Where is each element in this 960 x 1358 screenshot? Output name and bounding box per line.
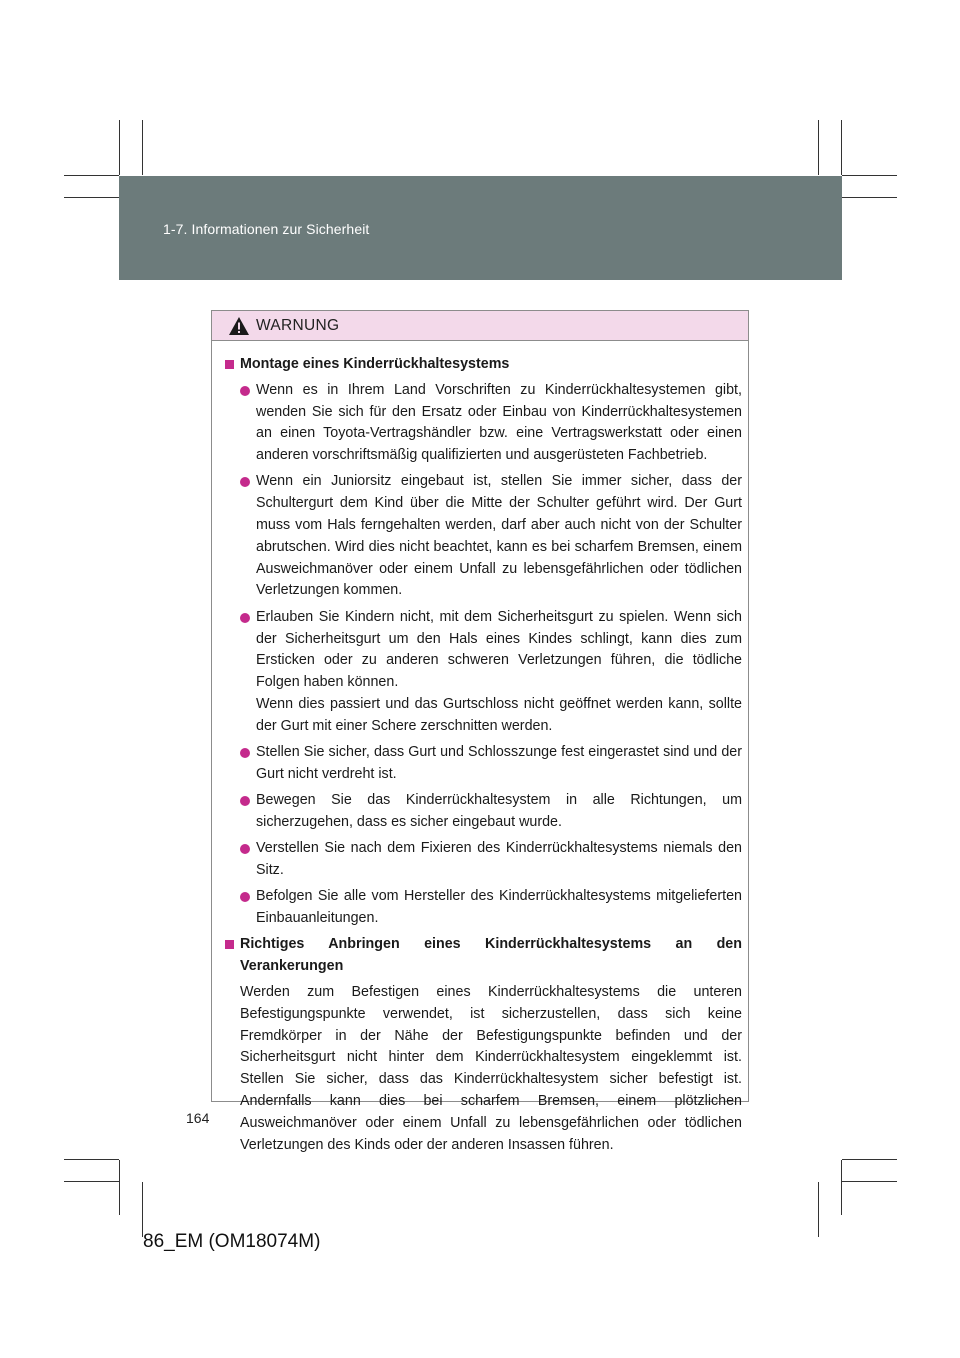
list-item-text: Wenn ein Juniorsitz eingebaut ist, stellen Sie immer sicher, dass der Schultergurt dem Kind über die Mitte der Schulter geführt wird. Der Gurt muss vom Hals ferngehalten werden, darf aber auch nicht von der Schulter abrutschen. Wird dies nicht beachtet, kann es bei scharfem Bremsen, einem Ausweichmanöver oder einem Unfall zu lebensgefährlichen oder tödlichen Verletzungen kommen. xyxy=(256,473,742,599)
crop-mark xyxy=(818,1182,819,1237)
circle-bullet-icon xyxy=(240,613,250,623)
list-item-text: Verstellen Sie nach dem Fixieren des Kinderrückhaltesystems niemals den Sitz. xyxy=(256,840,742,879)
section-paragraph: Werden zum Befestigen eines Kinderrückhaltesystems die unteren Befestigungspunkte verwendet, ist sicherzustellen, dass sich keine Fremdkörper in der Nähe der Befestigungspunkte befinden und der Sicherheitsgurt nicht hinter dem Kinderrückhaltesystem eingeklemmt ist. Stellen Sie sicher, dass das Kinderrückhaltesystem sicher befestigt ist. Andernfalls kann dies bei scharfem Bremsen, einem plötzlichen Ausweichmanöver oder einem Unfall zu lebensgefährlichen oder tödlichen Verletzungen des Kinds oder der anderen Insassen führen. xyxy=(240,984,742,1153)
circle-bullet-icon xyxy=(240,477,250,487)
list-item xyxy=(225,886,742,930)
list-item xyxy=(225,838,742,882)
crop-mark xyxy=(64,197,119,198)
crop-mark xyxy=(119,1160,120,1215)
crop-mark xyxy=(64,1181,119,1182)
list-item-text xyxy=(256,607,742,738)
crop-mark xyxy=(841,1160,842,1215)
list-item xyxy=(225,380,742,467)
warning-body xyxy=(212,341,748,1156)
warning-box xyxy=(211,310,749,1153)
list-item-paragraph: Erlauben Sie Kindern nicht, mit dem Sicherheitsgurt zu spielen. Wenn sich der Sicherheitsgurt um den Hals eines Kindes schlingt, kann dies zum Ersticken oder zu anderen schweren Verletzungen führen, die tödliche Folgen haben können. xyxy=(256,608,742,691)
circle-bullet-icon xyxy=(240,386,250,396)
list-item-paragraph: Wenn dies passiert und das Gurtschloss nicht geöffnet werden kann, sollte der Gurt mit einer Schere zerschnitten werden. xyxy=(256,695,742,734)
section-heading xyxy=(225,354,742,376)
crop-mark xyxy=(142,1182,143,1237)
list-item-text: Bewegen Sie das Kinderrückhaltesystem in alle Richtungen, um sicherzugehen, dass es sicher eingebaut wurde. xyxy=(256,792,742,830)
circle-bullet-icon xyxy=(240,844,250,854)
list-item-text: Wenn es in Ihrem Land Vorschriften zu Kinderrückhaltesystemen gibt, wenden Sie sich für den Ersatz oder Einbau von Kinderrückhaltesystemen an einen Toyota-Vertragshändler bzw. eine Vertragswerkstatt oder einen anderen vorschriftsmäßig qualifizierten und ausgerüsteten Fachbetrieb. xyxy=(256,381,742,464)
crop-mark xyxy=(64,1159,119,1160)
crop-mark xyxy=(842,197,897,198)
square-bullet-icon xyxy=(225,360,234,369)
warning-header xyxy=(212,311,748,341)
document-code: 86_EM (OM18074M) xyxy=(143,1231,321,1252)
crop-mark xyxy=(842,1181,897,1182)
crop-mark xyxy=(842,175,897,176)
crop-mark xyxy=(142,120,143,175)
crop-mark xyxy=(64,175,119,176)
circle-bullet-icon xyxy=(240,748,250,758)
section-heading xyxy=(225,934,742,978)
list-item xyxy=(225,742,742,786)
list-item-text: Befolgen Sie alle vom Hersteller des Kinderrückhaltesystems mitgelieferten Einbauanleitungen. xyxy=(256,888,742,927)
list-item-text: Stellen Sie sicher, dass Gurt und Schlosszunge fest eingerastet sind und der Gurt nicht verdreht ist. xyxy=(256,744,742,782)
crop-mark xyxy=(842,1159,897,1160)
warning-label: WARNUNG xyxy=(256,316,340,334)
circle-bullet-icon xyxy=(240,892,250,902)
page-number: 164 xyxy=(186,1110,210,1126)
section-heading-text: Richtiges Anbringen eines Kinderrückhaltesystems an den Verankerungen xyxy=(240,936,742,975)
header-band xyxy=(119,176,842,280)
section-heading-text: Montage eines Kinderrückhaltesystems xyxy=(240,356,510,372)
section-title: 1-7. Informationen zur Sicherheit xyxy=(163,221,370,237)
crop-mark xyxy=(841,120,842,175)
warning-triangle-icon xyxy=(228,316,250,336)
list-item xyxy=(225,607,742,738)
square-bullet-icon xyxy=(225,940,234,949)
circle-bullet-icon xyxy=(240,796,250,806)
crop-mark xyxy=(818,120,819,175)
list-item xyxy=(225,471,742,602)
crop-mark xyxy=(119,120,120,175)
list-item xyxy=(225,790,742,834)
